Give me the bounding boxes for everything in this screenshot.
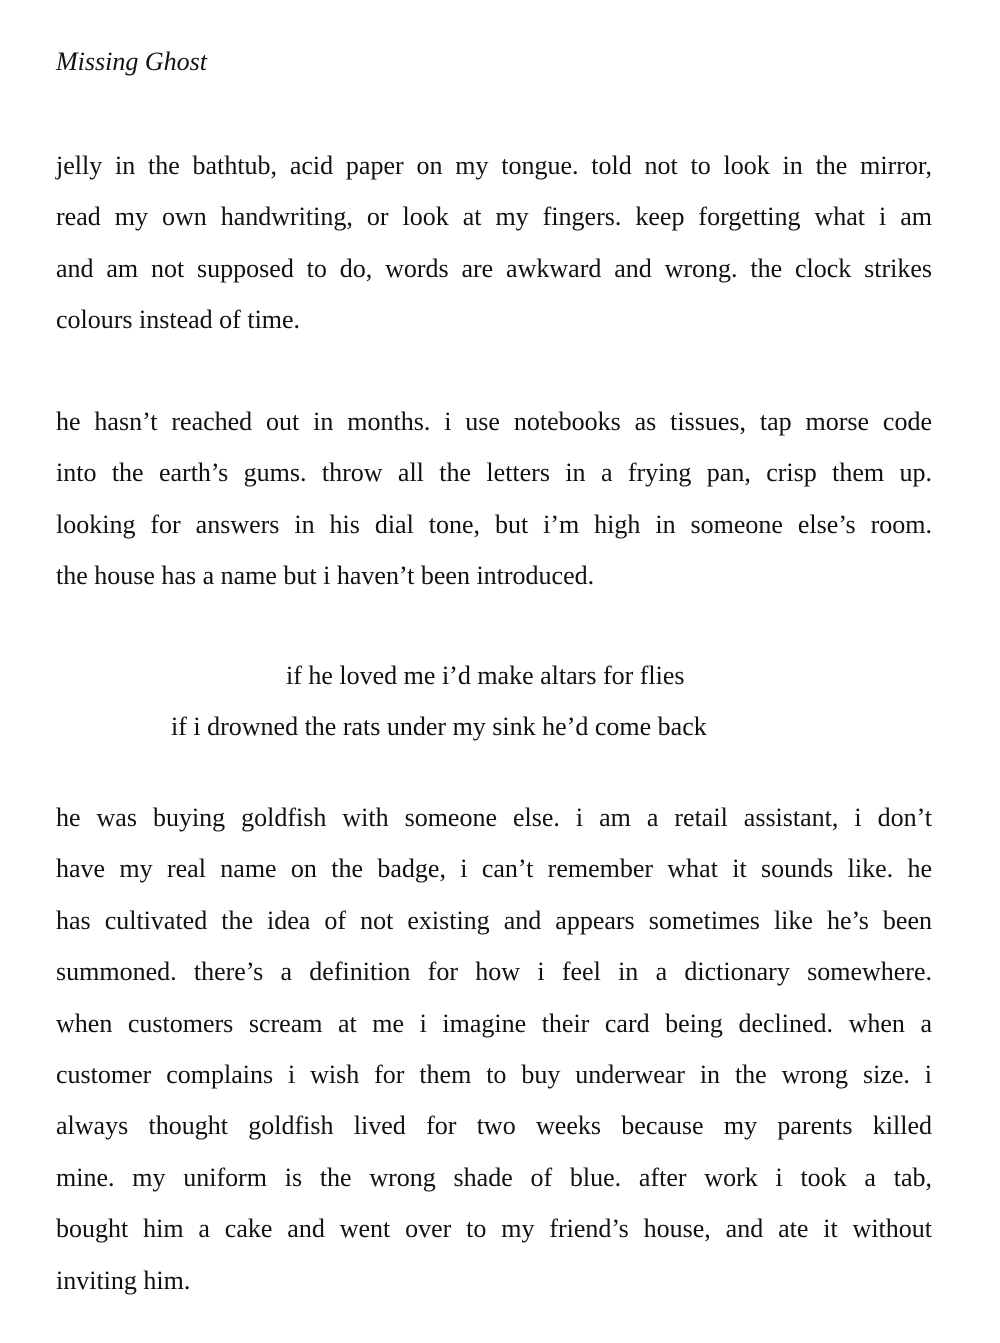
paragraph-line: he hasn’t reached out in months. i use notebooks as tissues, tap morse code <box>56 407 932 436</box>
paragraph-line: have my real name on the badge, i can’t remember what it sounds like. he <box>56 854 932 884</box>
paragraph-line: and am not supposed to do, words are awkward and wrong. the clock strikes <box>56 253 932 283</box>
paragraph-line: always thought goldfish lived for two weeks because my parents killed <box>56 1111 932 1141</box>
paragraph-line: mine. my uniform is the wrong shade of blue. after work i took a tab, <box>56 1162 932 1192</box>
paragraph-line: summoned. there’s a definition for how i feel in a dictionary somewhere. <box>56 957 932 987</box>
paragraph-line: jelly in the bathtub, acid paper on my tongue. told not to look in the mirror, <box>56 151 932 180</box>
verse-line-1: if he loved me i’d make altars for flies <box>286 661 685 690</box>
paragraph-line: bought him a cake and went over to my friend’s house, and ate it without <box>56 1214 932 1244</box>
paragraph-1 <box>56 148 932 354</box>
paragraph-line: he was buying goldfish with someone else. i am a retail assistant, i don’t <box>56 803 932 832</box>
paragraph-line: inviting him. <box>56 1265 191 1295</box>
paragraph-line: read my own handwriting, or look at my fingers. keep forgetting what i am <box>56 202 932 232</box>
paragraph-line: looking for answers in his dial tone, but i’m high in someone else’s room. <box>56 509 932 539</box>
paragraph-line: into the earth’s gums. throw all the letters in a frying pan, crisp them up. <box>56 458 932 488</box>
paragraph-2 <box>56 404 932 610</box>
paragraph-line: customer complains i wish for them to buy underwear in the wrong size. i <box>56 1059 932 1089</box>
verse-line-2: if i drowned the rats under my sink he’d come back <box>171 712 707 741</box>
paragraph-line: colours instead of time. <box>56 305 301 335</box>
paragraph-line: has cultivated the idea of not existing and appears sometimes like he’s been <box>56 905 932 935</box>
paragraph-3 <box>56 800 932 1314</box>
paragraph-line: when customers scream at me i imagine their card being declined. when a <box>56 1008 932 1038</box>
paragraph-line: the house has a name but i haven’t been introduced. <box>56 561 595 591</box>
document-title: Missing Ghost <box>56 47 207 76</box>
